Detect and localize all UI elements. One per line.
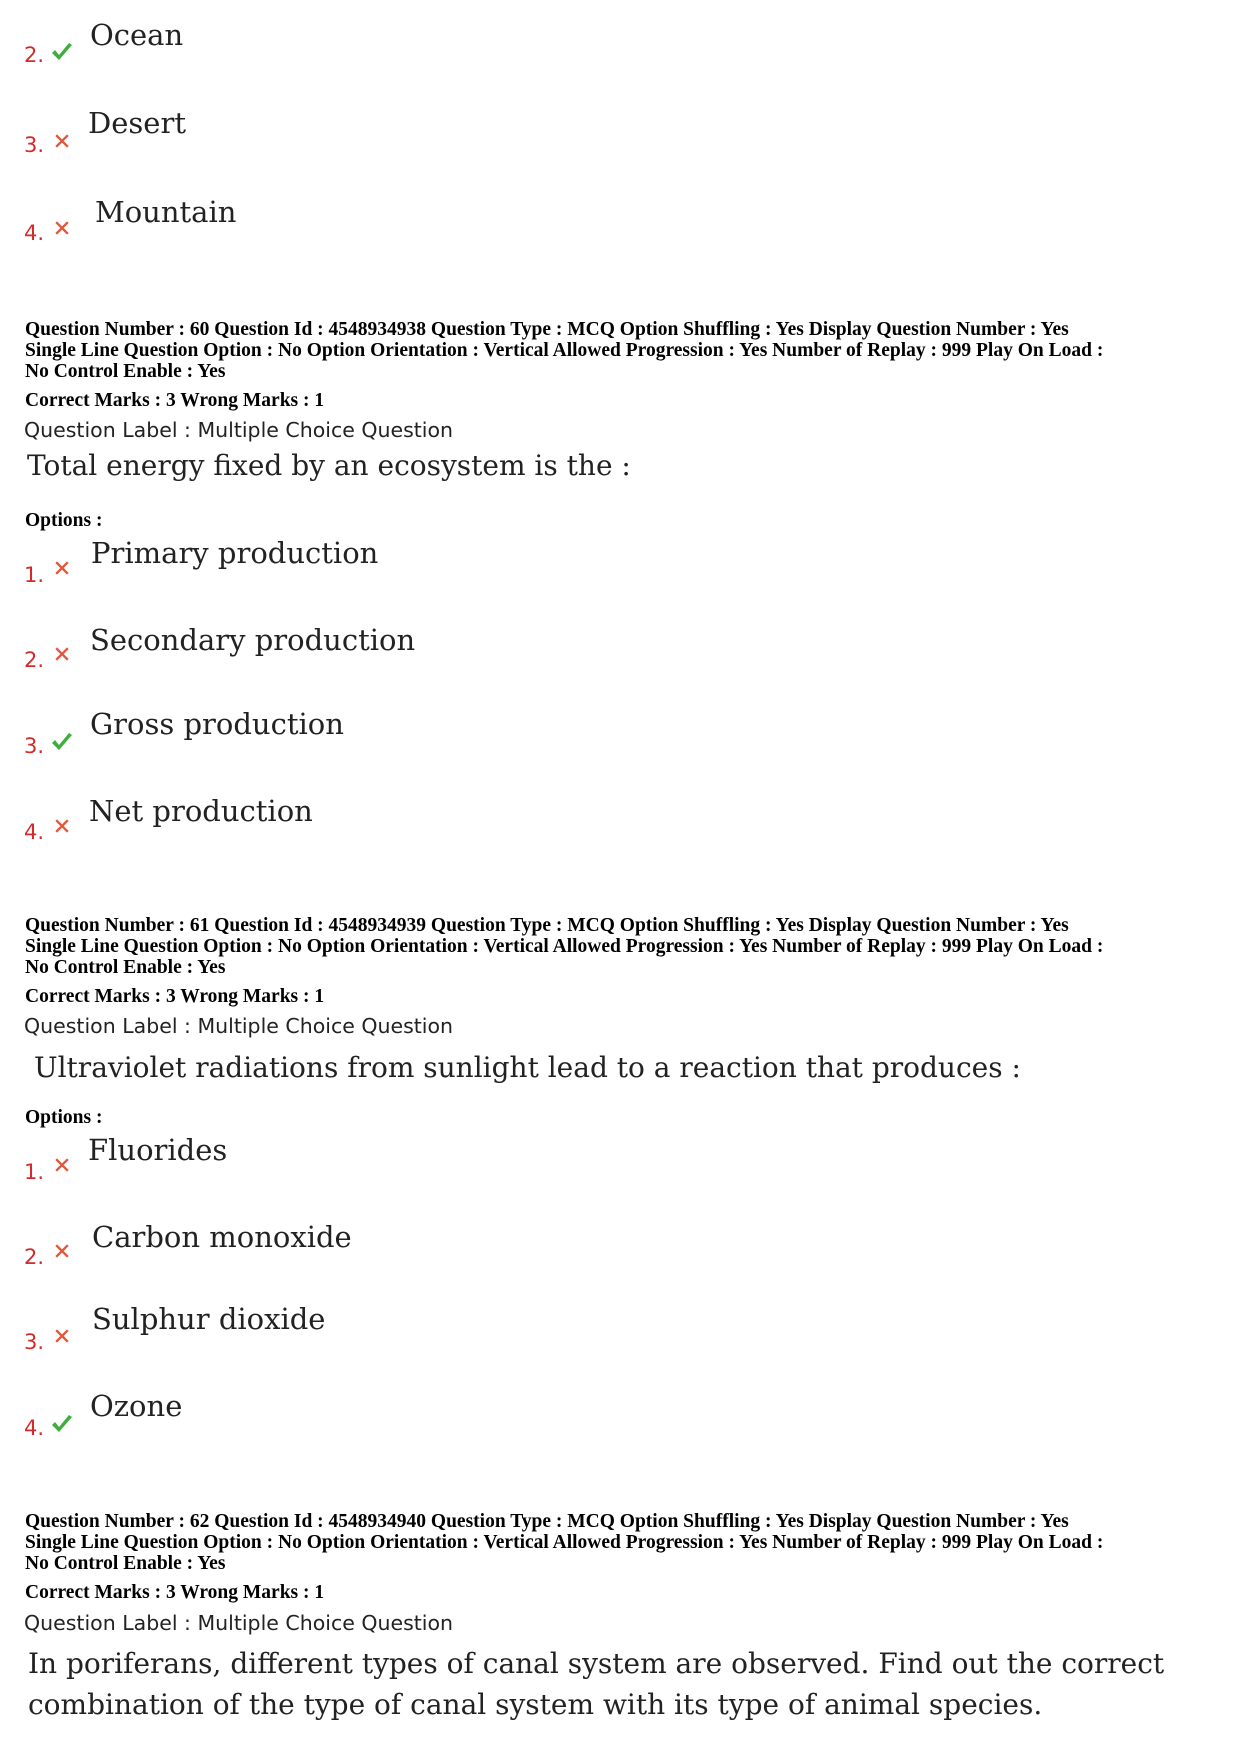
option-number: 4. (24, 221, 45, 245)
check-icon (50, 730, 74, 754)
question-meta: Question Number : 60 Question Id : 4548934938 Question Type : MCQ Option Shuffling : Yes Display Question Number : Yes Single Line Question Option : No Option Orientation : Vertical Allowed Progression : Yes Number of Replay : 999 Play On Load : No Control Enable : Yes (25, 319, 1104, 382)
option-number: 3. (24, 1330, 45, 1354)
option-text: Ozone (90, 1389, 183, 1423)
cross-icon (52, 131, 72, 151)
question-marks: Correct Marks : 3 Wrong Marks : 1 (25, 390, 325, 411)
cross-icon (52, 218, 72, 238)
question-text-line: combination of the type of canal system with its type of animal species. (28, 1688, 1043, 1721)
cross-icon (52, 816, 72, 836)
option-text: Mountain (95, 195, 237, 229)
cross-icon (52, 1155, 72, 1175)
option-number: 2. (24, 43, 45, 67)
options-title: Options : (25, 1107, 103, 1128)
check-icon (50, 40, 74, 64)
option-text: Net production (89, 794, 313, 828)
question-meta: Question Number : 62 Question Id : 4548934940 Question Type : MCQ Option Shuffling : Yes Display Question Number : Yes Single Line Question Option : No Option Orientation : Vertical Allowed Progression : Yes Number of Replay : 999 Play On Load : No Control Enable : Yes (25, 1511, 1104, 1574)
option-text: Desert (88, 106, 186, 140)
question-text: Ultraviolet radiations from sunlight lead to a reaction that produces : (34, 1051, 1021, 1084)
option-number: 2. (24, 648, 45, 672)
option-text: Carbon monoxide (92, 1220, 352, 1254)
option-number: 1. (24, 1160, 45, 1184)
option-text: Primary production (91, 536, 379, 570)
option-number: 4. (24, 820, 45, 844)
question-meta: Question Number : 61 Question Id : 4548934939 Question Type : MCQ Option Shuffling : Yes Display Question Number : Yes Single Line Question Option : No Option Orientation : Vertical Allowed Progression : Yes Number of Replay : 999 Play On Load : No Control Enable : Yes (25, 915, 1104, 978)
question-text: Total energy fixed by an ecosystem is the : (27, 449, 631, 482)
question-label: Question Label : Multiple Choice Question (24, 418, 454, 442)
question-label: Question Label : Multiple Choice Question (24, 1611, 454, 1635)
question-text-line: In poriferans, different types of canal system are observed. Find out the correct (28, 1647, 1165, 1680)
cross-icon (52, 1241, 72, 1261)
option-number: 4. (24, 1416, 45, 1440)
option-text: Ocean (90, 18, 184, 52)
option-text: Fluorides (88, 1133, 228, 1167)
question-marks: Correct Marks : 3 Wrong Marks : 1 (25, 1582, 325, 1603)
option-number: 3. (24, 133, 45, 157)
option-number: 3. (24, 734, 45, 758)
options-title: Options : (25, 510, 103, 531)
check-icon (50, 1412, 74, 1436)
question-label: Question Label : Multiple Choice Question (24, 1014, 454, 1038)
option-text: Gross production (90, 707, 344, 741)
option-text: Sulphur dioxide (92, 1302, 326, 1336)
cross-icon (52, 644, 72, 664)
option-number: 2. (24, 1245, 45, 1269)
cross-icon (52, 1326, 72, 1346)
question-marks: Correct Marks : 3 Wrong Marks : 1 (25, 986, 325, 1007)
cross-icon (52, 558, 72, 578)
option-text: Secondary production (90, 623, 416, 657)
option-number: 1. (24, 563, 45, 587)
